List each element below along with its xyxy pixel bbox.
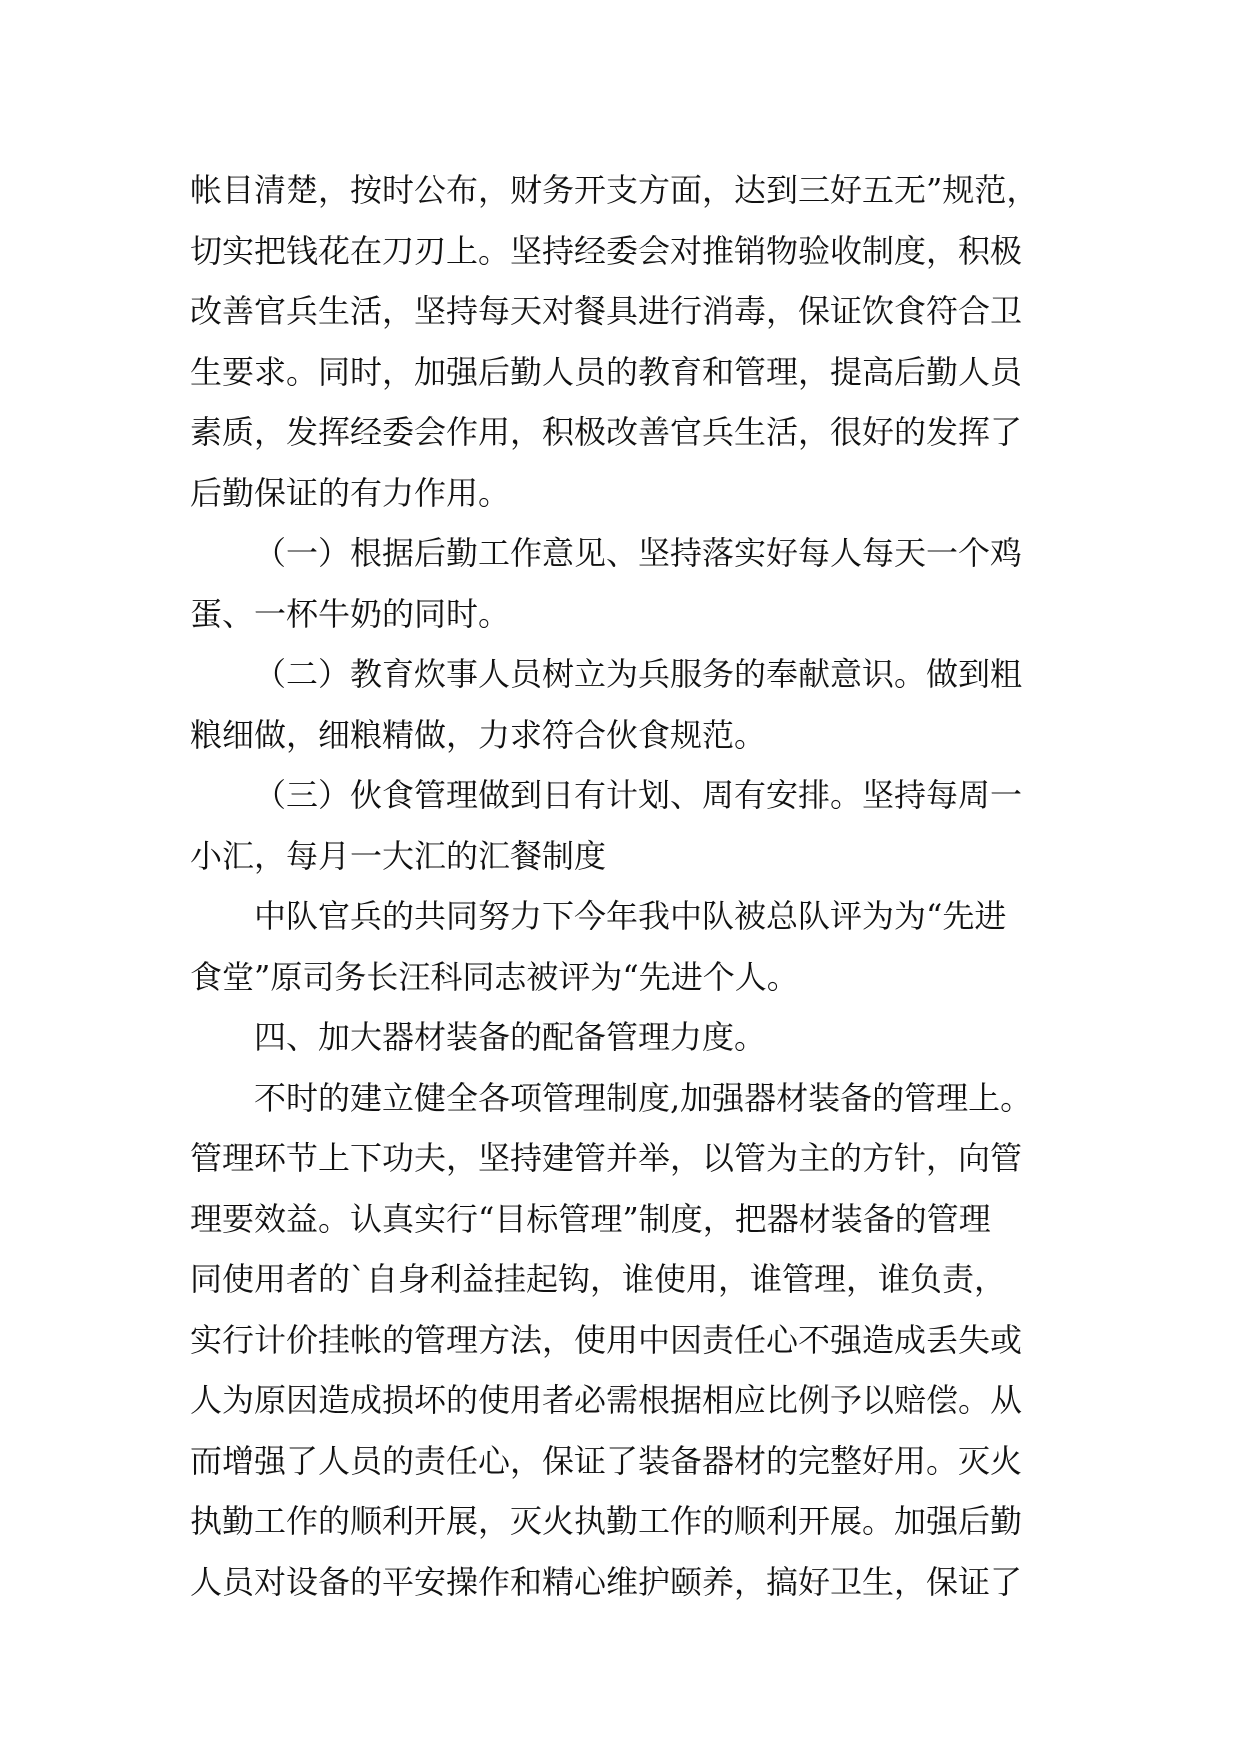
text-line: 食堂”原司务长汪科同志被评为“先进个人。 [190,957,799,996]
text-line: 四、加大器材装备的配备管理力度。 [254,1018,767,1056]
document-body [190,160,1070,1612]
text-line: （三）伙食管理做到日有计划、周有安排。坚持每周一 [254,776,1023,814]
text-line: 粮细做，细粮精做，力求符合伙食规范。 [190,715,767,754]
text-line: 理要效益。认真实行“目标管理”制度，把器材装备的管理 [190,1199,991,1238]
text-line: 素质，发挥经委会作用，积极改善官兵生活，很好的发挥了 [190,413,1023,451]
text-line: 后勤保证的有力作用。 [190,473,511,512]
text-line: 蛋、一杯牛奶的同时。 [190,594,511,633]
text-line: 人员对设备的平安操作和精心维护颐养，搞好卫生，保证了 [190,1562,1023,1601]
text-line: 而增强了人员的责任心，保证了装备器材的完整好用。灭火 [190,1441,1023,1480]
text-line: 实行计价挂帐的管理方法，使用中因责任心不强造成丢失或 [190,1320,1023,1359]
text-line: 切实把钱花在刀刃上。坚持经委会对推销物验收制度，积极 [190,231,1023,270]
text-line: 人为原因造成损坏的使用者必需根据相应比例予以赔偿。从 [190,1381,1023,1419]
text-line: 中队官兵的共同努力下今年我中队被总队评为为“先进 [254,897,1007,935]
text-line: （一）根据后勤工作意见、坚持落实好每人每天一个鸡 [254,534,1023,572]
text-line: 执勤工作的顺利开展，灭火执勤工作的顺利开展。加强后勤 [190,1502,1023,1540]
text-line: 小汇，每月一大汇的汇餐制度 [190,836,607,875]
text-line: 同使用者的`自身利益挂起钩，谁使用，谁管理，谁负责， [190,1260,1007,1298]
text-line: 管理环节上下功夫，坚持建管并举，以管为主的方针，向管 [190,1139,1023,1177]
text-line: 帐目清楚，按时公布，财务开支方面，达到三好五无”规范， [190,171,1039,209]
text-line: 生要求。同时，加强后勤人员的教育和管理，提高后勤人员 [190,352,1023,391]
text-line: 不时的建立健全各项管理制度,加强器材装备的管理上。 [254,1078,1033,1117]
text-line: 改善官兵生活，坚持每天对餐具进行消毒，保证饮食符合卫 [190,292,1023,330]
text-line: （二）教育炊事人员树立为兵服务的奉献意识。做到粗 [254,655,1023,693]
